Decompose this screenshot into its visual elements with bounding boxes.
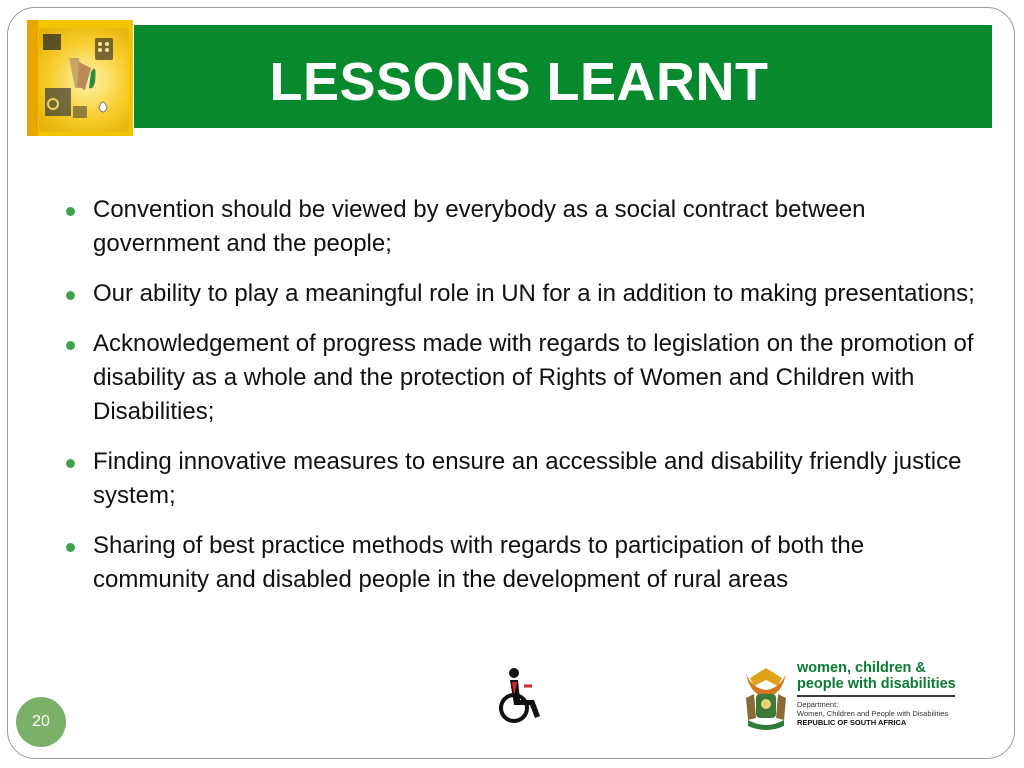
list-item bbox=[62, 327, 982, 429]
bullet-dot-icon bbox=[66, 459, 75, 468]
title-bar bbox=[134, 25, 992, 128]
list-item bbox=[62, 529, 982, 597]
bullet-dot-icon bbox=[66, 341, 75, 350]
page-number-badge: 20 bbox=[16, 697, 66, 747]
country-name: REPUBLIC OF SOUTH AFRICA bbox=[797, 718, 907, 727]
bullet-text: Our ability to play a meaningful role in UN for a in addition to making presentations; bbox=[93, 280, 975, 307]
department-logo bbox=[797, 660, 977, 727]
bullet-list bbox=[62, 193, 982, 613]
collage-icons bbox=[39, 28, 129, 132]
disability-collage-logo bbox=[27, 20, 133, 136]
coat-of-arms-crest bbox=[740, 664, 792, 736]
department-name: Women, Children and People with Disabilities bbox=[797, 709, 949, 718]
logo-stripe bbox=[27, 20, 38, 136]
slide-title: LESSONS LEARNT bbox=[269, 52, 769, 112]
list-item bbox=[62, 445, 982, 513]
bullet-text: Acknowledgement of progress made with regards to legislation on the promotion of disability as a whole and the protection of Rights of Women and Children with Disabilities; bbox=[93, 330, 974, 425]
department-brand-line2: people with disabilities bbox=[797, 676, 956, 692]
bullet-dot-icon bbox=[66, 291, 75, 300]
bullet-text: Sharing of best practice methods with regards to participation of both the community and disabled people in the development of rural areas bbox=[93, 532, 865, 593]
list-item bbox=[62, 193, 982, 261]
bullet-dot-icon bbox=[66, 207, 75, 216]
collage-image bbox=[39, 28, 129, 132]
wheelchair-icon bbox=[494, 666, 550, 726]
department-label: Department: bbox=[797, 700, 839, 709]
bullet-text: Convention should be viewed by everybody as a social contract between government and the people; bbox=[93, 196, 866, 257]
divider bbox=[797, 695, 955, 697]
bullet-dot-icon bbox=[66, 543, 75, 552]
list-item bbox=[62, 277, 982, 311]
bullet-text: Finding innovative measures to ensure an accessible and disability friendly justice system; bbox=[93, 448, 962, 509]
department-brand-line1: women, children & bbox=[797, 660, 926, 676]
